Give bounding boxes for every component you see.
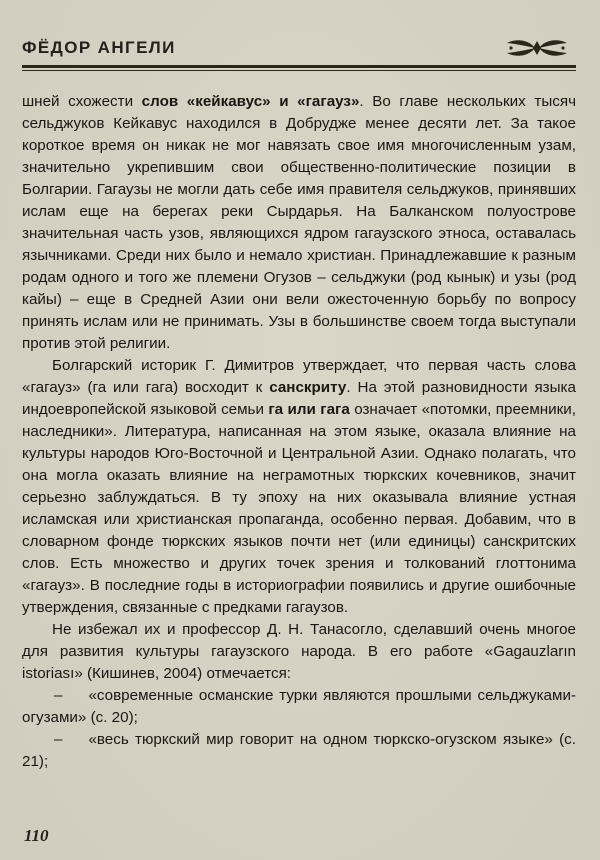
body-text [22,91,576,773]
paragraph [22,619,576,685]
emphasized-text-run: санскриту [269,379,347,396]
header-rule [22,65,576,71]
page-number: 110 [24,826,49,845]
list-item-paragraph [22,685,576,729]
list-item-paragraph [22,729,576,773]
paragraph [22,91,576,355]
emphasized-text-run: га или гага [268,401,350,418]
header-rule-thick [22,65,576,68]
list-dash: – [54,731,63,748]
text-run: «весь тюркский мир говорит на одном тюркско-огузском языке» (с. 21); [22,731,576,770]
text-run: означает «потомки, преемники, наследники». Литература, написанная на этом языке, оказала влияние на культуры народов Юго-Восточной и Центральной Азии. Однако полагать, что она могла оказать влияние на неграмотных тюркских кочевников, значит серьезно заблуждаться. В ту эпоху на них оказывала влияние устная исламская или христианская пропаганда, особенно первая. Добавим, что в словарном фонде тюркских языков почти нет (или единицы) санскритских слов. Есть множество и других точек зрения и толкований глоттонима «гагауз». В последние годы в историографии появились и другие ошибочные утверждения, связанные с предками гагаузов. [22,401,576,616]
text-run: шней схожести [22,93,142,110]
emphasized-text-run: слов «кейкавус» и «гагауз» [141,93,360,110]
list-dash: – [54,687,63,704]
author-name: ФЁДОР АНГЕЛИ [22,38,176,57]
page-header [22,26,576,58]
text-run: . Во главе нескольких тысяч сельджуков Кейкавус находился в Добрудже менее десяти лет. За такое короткое время он никак не мог навязать свое имя многочисленным узам, значительно укрепившим свои общественно-политические позиции в Болгарии. Гагаузы не могли дать себе имя правителя сельджуков, принявших ислам еще на берегах реки Сырдарья. На Балканском полуострове значительная часть узов, являющихся ядром гагаузского этноса, оставалась язычниками. Среди них было и немало христиан. Принадлежавшие к разным родам одного и того же племени Огузов – сельджуки (род кынык) и узы (род кайы) – еще в Средней Азии они вели ожесточенную борьбу по вопросу принять ислам или не принимать. Узы в большинстве своем тогда выступали против этой религии. [22,93,576,352]
leaf-flourish-icon [504,38,570,58]
text-run: «современные османские турки являются прошлыми сельджуками-огузами» (с. 20); [22,687,576,726]
text-run: . На этой разновидности языка индоевропейской языковой семьи [22,379,576,418]
text-run: Болгарский историк Г. Димитров утверждает, что первая часть слова «гагауз» (га или гага) восходит к [22,357,576,396]
text-run: Не избежал их и профессор Д. Н. Танасогло, сделавший очень многое для развития культуры гагаузского народа. В его работе «Gagauzların istoriası» (Кишинев, 2004) отмечается: [22,621,576,682]
header-rule-thin [22,70,576,71]
paragraph [22,355,576,619]
